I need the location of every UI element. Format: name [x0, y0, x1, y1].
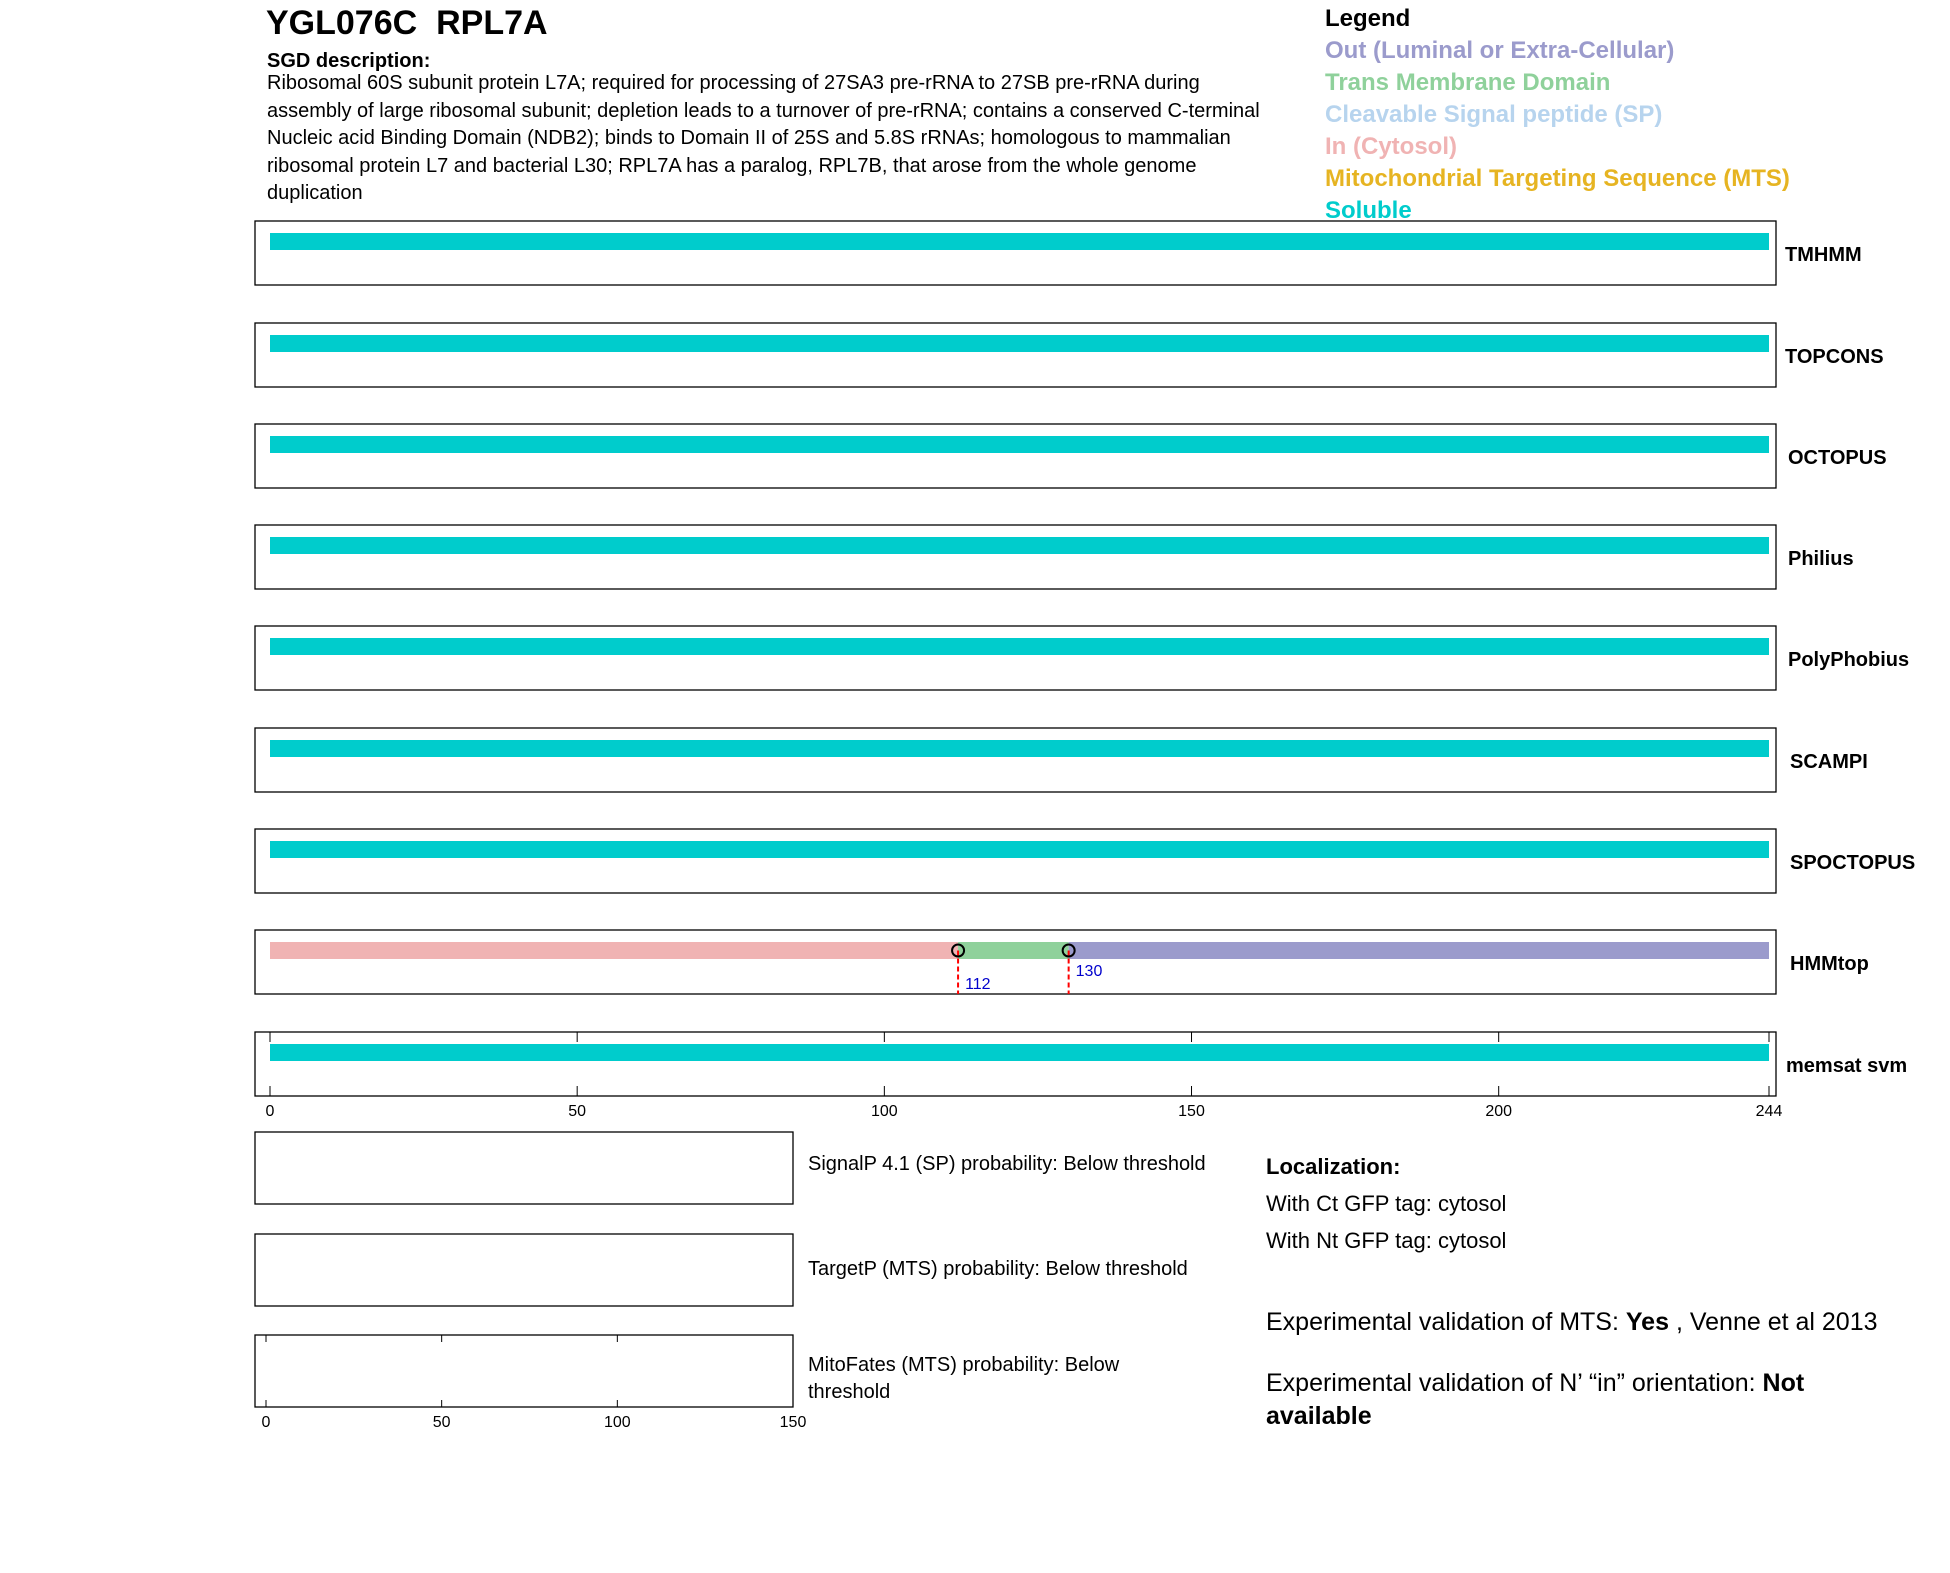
track-label-polyphobius: PolyPhobius [1788, 649, 1910, 671]
legend [1325, 3, 1790, 227]
track-label-topcons: TOPCONS [1785, 346, 1884, 368]
marker-label-112: 112 [965, 976, 991, 993]
track-segment-polyphobius-0 [270, 638, 1769, 655]
track-label-scampi: SCAMPI [1790, 751, 1868, 773]
sgd-description-text: Ribosomal 60S subunit protein L7A; required for processing of 27SA3 pre-rRNA to 27SB pre-rRNA during assembly of large ribosomal subunit; depletion leads to a turnover of pre-rRNA; contains a conserved C-terminal Nucleic acid Binding Domain (NDB2); binds to Domain II of 25S and 5.8S rRNAs; homologous to mammalian ribosomal protein L7 and bacterial L30; RPL7A has a paralog, RPL7B, that arose from the whole genome duplication [267, 72, 1260, 204]
track-box-polyphobius [255, 626, 1776, 690]
x-tick-label-244: 244 [1755, 1103, 1783, 1120]
localization-title: Localization: [1266, 1154, 1401, 1179]
legend-title: Legend [1325, 5, 1411, 32]
x-tick-label-100: 100 [870, 1103, 898, 1120]
track-segment-hmmtop-2 [1069, 942, 1769, 959]
localization-ct: With Ct GFP tag: cytosol [1266, 1191, 1507, 1216]
track-label-tmhmm: TMHMM [1785, 244, 1862, 266]
track-segment-hmmtop-1 [958, 942, 1069, 959]
track-segment-hmmtop-0 [270, 942, 958, 959]
probability-box-2 [255, 1335, 793, 1407]
legend-item-sp: Cleavable Signal peptide (SP) [1325, 101, 1663, 128]
mts-validation [1266, 1306, 1906, 1339]
probability-box-1 [255, 1234, 793, 1306]
gene-title [266, 4, 548, 43]
legend-item-tm: Trans Membrane Domain [1325, 69, 1611, 96]
orientation-validation [1266, 1367, 1906, 1433]
targetp-probability-label: TargetP (MTS) probability: Below threshold [808, 1258, 1188, 1280]
track-label-philius: Philius [1788, 548, 1854, 570]
signalp-probability-label: SignalP 4.1 (SP) probability: Below threshold [808, 1153, 1206, 1175]
track-label-spoctopus: SPOCTOPUS [1790, 852, 1916, 874]
track-segment-octopus-0 [270, 436, 1769, 453]
x-tick-label-150: 150 [1178, 1103, 1205, 1120]
marker-label-130: 130 [1075, 963, 1103, 980]
track-label-memsat-svm: memsat svm [1786, 1055, 1908, 1077]
track-box-memsat-svm [255, 1032, 1776, 1096]
gene-name: RPL7A [436, 4, 548, 42]
x-tick-label-0: 0 [265, 1103, 275, 1120]
track-box-spoctopus [255, 829, 1776, 893]
x-tick-label-200: 200 [1485, 1103, 1513, 1120]
mitofates-probability-label: MitoFates (MTS) probability: Below threshold [808, 1354, 1120, 1403]
orientation-validation-label: Experimental validation of N’ “in” orientation: [1266, 1369, 1763, 1397]
track-box-philius [255, 525, 1776, 589]
localization [1266, 1148, 1506, 1259]
mts-validation-label: Experimental validation of MTS: [1266, 1308, 1626, 1336]
x-tick-label-50: 50 [568, 1103, 587, 1120]
track-box-octopus [255, 424, 1776, 488]
probability-box-0 [255, 1132, 793, 1204]
track-segment-tmhmm-0 [270, 233, 1769, 250]
localization-nt: With Nt GFP tag: cytosol [1266, 1228, 1507, 1253]
track-segment-scampi-0 [270, 740, 1769, 757]
track-box-tmhmm [255, 221, 1776, 285]
track-segment-topcons-0 [270, 335, 1769, 352]
prob-x-tick-label-150: 150 [779, 1414, 807, 1431]
legend-item-soluble: Soluble [1325, 197, 1412, 224]
track-segment-memsat-svm-0 [270, 1044, 1769, 1061]
track-segment-philius-0 [270, 537, 1769, 554]
gene-id: YGL076C [266, 4, 418, 42]
mts-validation-ref: , Venne et al 2013 [1669, 1308, 1878, 1336]
prob-x-tick-label-100: 100 [603, 1414, 631, 1431]
prob-x-tick-label-0: 0 [261, 1414, 271, 1431]
track-label-hmmtop: HMMtop [1790, 953, 1869, 975]
track-box-hmmtop [255, 930, 1776, 994]
sgd-description-label: SGD description: [267, 50, 431, 72]
legend-item-in: In (Cytosol) [1325, 133, 1457, 160]
legend-item-mts: Mitochondrial Targeting Sequence (MTS) [1325, 165, 1790, 192]
track-label-octopus: OCTOPUS [1788, 447, 1887, 469]
prob-x-tick-label-50: 50 [432, 1414, 451, 1431]
legend-item-out: Out (Luminal or Extra-Cellular) [1325, 37, 1675, 64]
track-box-topcons [255, 323, 1776, 387]
track-box-scampi [255, 728, 1776, 792]
orientation-validation-value: Not available [1266, 1369, 1805, 1430]
mts-validation-value: Yes [1625, 1308, 1669, 1336]
track-segment-spoctopus-0 [270, 841, 1769, 858]
